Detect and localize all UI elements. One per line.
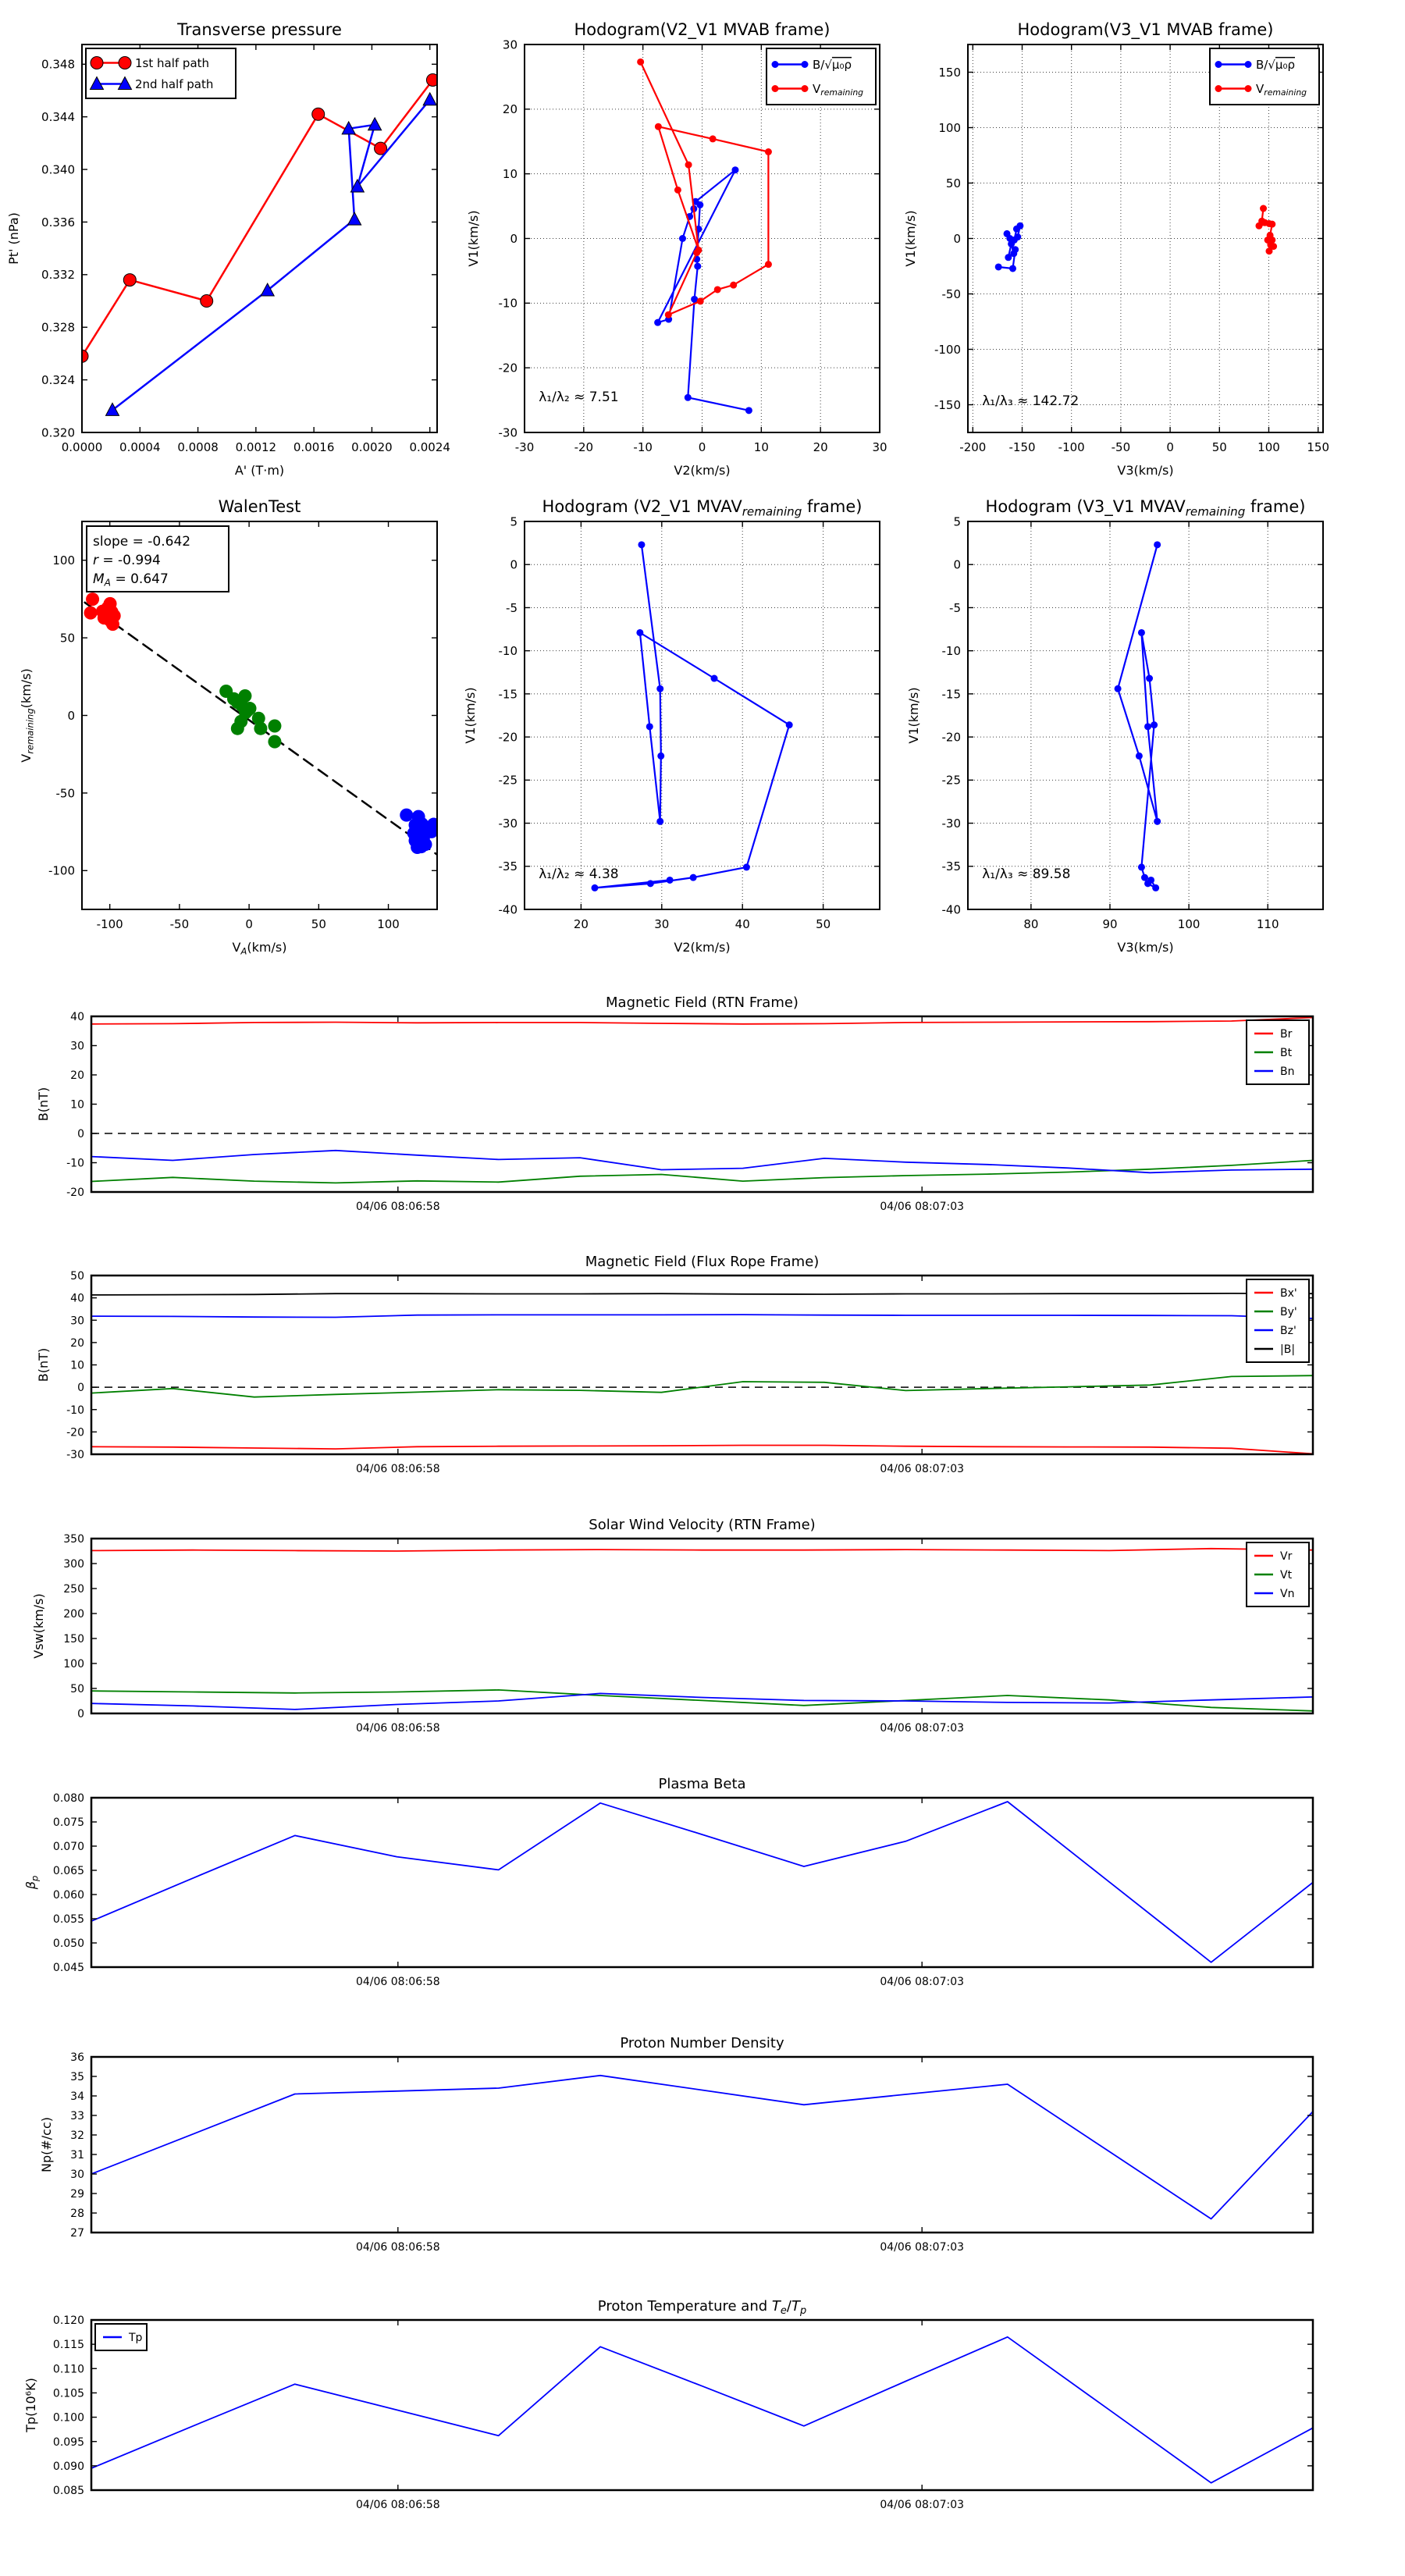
svg-text:0.340: 0.340 (41, 162, 75, 177)
svg-text:-40: -40 (498, 902, 518, 917)
svg-text:20: 20 (573, 917, 589, 931)
svg-text:-50: -50 (169, 917, 190, 931)
series-Bx-prime (91, 1446, 1313, 1454)
svg-text:0.110: 0.110 (52, 2363, 84, 2376)
svg-text:33: 33 (70, 2110, 84, 2123)
svg-text:04/06 08:07:03: 04/06 08:07:03 (880, 1722, 965, 1735)
series-Tp (91, 2337, 1313, 2483)
svg-text:04/06 08:07:03: 04/06 08:07:03 (880, 1976, 965, 1988)
annotation: λ₁/λ₂ ≈ 7.51 (539, 390, 619, 406)
svg-text:-150: -150 (1008, 440, 1036, 454)
panel-plasma-beta (23, 1776, 1313, 1988)
y-axis-label: V1(km/s) (906, 687, 921, 744)
svg-text:200: 200 (63, 1608, 84, 1621)
svg-text:04/06 08:07:03: 04/06 08:07:03 (880, 1463, 965, 1475)
series-Br (91, 1018, 1313, 1024)
svg-text:04/06 08:06:58: 04/06 08:06:58 (355, 1201, 440, 1213)
svg-text:110: 110 (1256, 917, 1279, 931)
x-axis-label: V2(km/s) (674, 463, 731, 478)
svg-text:Vr: Vr (1280, 1550, 1293, 1564)
svg-text:-10: -10 (633, 440, 653, 454)
x-axis-label: V3(km/s) (1117, 940, 1174, 955)
svg-text:Vremaining: $V_{remaining}$ (1256, 81, 1307, 98)
svg-text:250: 250 (63, 1583, 84, 1596)
svg-text:350: 350 (63, 1533, 84, 1546)
svg-text:B/√μ₀ρ: B/√μ₀ρ (813, 57, 852, 72)
series-first-interval-markers (84, 592, 121, 631)
svg-text:0: 0 (245, 917, 253, 931)
svg-text:0.075: 0.075 (52, 1816, 84, 1830)
y-axis-label: V1(km/s) (466, 210, 481, 267)
svg-text:31: 31 (70, 2149, 84, 2162)
svg-text:0.060: 0.060 (52, 1889, 84, 1902)
axis-ticks (91, 1798, 1313, 1967)
y-axis-label: $V_{remaining}(km/s)$ (19, 668, 36, 763)
axis-tick-labels (53, 2314, 964, 2511)
svg-text:20: 20 (70, 1069, 84, 1083)
svg-text:0: 0 (510, 231, 518, 246)
svg-text:-100: -100 (934, 342, 961, 357)
svg-text:04/06 08:06:58: 04/06 08:06:58 (355, 1463, 440, 1475)
svg-text:|B|: |B| (1280, 1343, 1296, 1357)
svg-text:90: 90 (1102, 917, 1118, 931)
svg-text:20: 20 (813, 440, 828, 454)
svg-text:B/√μ₀ρ: B/√μ₀ρ (1256, 57, 1295, 72)
chart-title: Hodogram(V3_V1 MVAB frame) (1017, 20, 1274, 39)
svg-text:-25: -25 (941, 773, 961, 788)
svg-text:0.0020: 0.0020 (351, 440, 393, 454)
panel-transverse-pressure (6, 20, 450, 478)
svg-text:50: 50 (311, 917, 326, 931)
svg-text:30: 30 (872, 440, 887, 454)
svg-text:10: 10 (753, 440, 769, 454)
axes-frame (91, 1798, 1313, 1967)
grid (525, 521, 880, 909)
chart-title: Hodogram (V2_V1 $MVAV_{remaining}$ frame) (542, 497, 863, 519)
svg-text:-10: -10 (941, 644, 961, 659)
svg-text:0.336: 0.336 (41, 215, 75, 229)
axis-tick-labels (53, 1792, 964, 1988)
axis-ticks (968, 521, 1323, 909)
svg-text:-30: -30 (498, 816, 518, 831)
svg-text:Tp: Tp (129, 2332, 143, 2345)
panel-bfield-rtn (36, 994, 1313, 1213)
svg-text:-100: -100 (1058, 440, 1085, 454)
svg-text:1st half path: 1st half path (135, 55, 210, 70)
svg-text:-30: -30 (498, 425, 518, 440)
legend (1210, 48, 1319, 105)
y-axis-label: V1(km/s) (463, 687, 478, 744)
axes-frame (82, 44, 437, 432)
svg-text:100: 100 (938, 120, 961, 135)
series-Bmag (91, 1293, 1313, 1295)
svg-text:40: 40 (70, 1011, 84, 1024)
svg-text:0.332: 0.332 (41, 268, 75, 283)
chart-title: Transverse pressure (177, 20, 342, 39)
axes-frame (91, 1016, 1313, 1192)
svg-text:-100: -100 (48, 863, 75, 878)
axes-frame (525, 521, 880, 909)
panel-walen-test (19, 497, 440, 957)
annotation: λ₁/λ₂ ≈ 4.38 (539, 866, 619, 883)
svg-text:Vn: Vn (1280, 1588, 1295, 1601)
svg-text:-5: -5 (506, 600, 518, 615)
svg-text:40: 40 (70, 1292, 84, 1305)
legend (1247, 1542, 1309, 1606)
svg-text:150: 150 (938, 65, 961, 80)
svg-text:50: 50 (945, 176, 961, 190)
grid (968, 521, 1323, 909)
legend (767, 48, 876, 105)
svg-text:04/06 08:06:58: 04/06 08:06:58 (355, 2241, 440, 2254)
axis-ticks (525, 521, 880, 909)
series-B-alfven-markers (591, 541, 792, 891)
series-B-alfven-markers (654, 166, 752, 414)
svg-text:By': By' (1280, 1306, 1297, 1319)
svg-text:0.344: 0.344 (41, 110, 75, 125)
svg-text:-20: -20 (66, 1426, 84, 1439)
svg-text:Bn: Bn (1280, 1066, 1295, 1079)
panel-bfield-fluxrope (36, 1254, 1313, 1475)
y-axis-label: Pt' (nPa) (6, 212, 21, 265)
axis-ticks (91, 1276, 1313, 1454)
legend (95, 2324, 147, 2350)
svg-text:2nd half path: 2nd half path (135, 76, 214, 91)
series-1st half path-markers (76, 73, 439, 362)
svg-text:MA = 0.647: $M_A = 0.647$ (93, 571, 169, 589)
series-B-alfven (595, 545, 789, 888)
svg-text:-10: -10 (498, 296, 518, 311)
svg-text:0.120: 0.120 (52, 2314, 84, 2328)
svg-text:0.045: 0.045 (52, 1962, 84, 1975)
legend (1247, 1020, 1309, 1084)
svg-text:-150: -150 (934, 397, 961, 412)
svg-text:28: 28 (70, 2208, 84, 2221)
svg-text:32: 32 (70, 2129, 84, 2143)
svg-text:04/06 08:07:03: 04/06 08:07:03 (880, 2499, 965, 2511)
y-axis-label: $\beta_p$ (23, 1875, 41, 1890)
series-last-interval-markers (400, 809, 440, 854)
svg-text:0.0004: 0.0004 (119, 440, 161, 454)
series-V-remaining (641, 62, 769, 315)
svg-text:0: 0 (67, 708, 75, 723)
svg-text:04/06 08:07:03: 04/06 08:07:03 (880, 2241, 965, 2254)
svg-text:-15: -15 (498, 687, 518, 702)
svg-text:0.348: 0.348 (41, 57, 75, 72)
svg-text:-20: -20 (498, 361, 518, 375)
svg-text:100: 100 (377, 917, 400, 931)
chart-title: Plasma Beta (658, 1776, 746, 1792)
svg-text:150: 150 (1307, 440, 1330, 454)
axes-frame (91, 1539, 1313, 1713)
axis-ticks (91, 1016, 1313, 1192)
svg-text:100: 100 (63, 1658, 84, 1671)
svg-text:10: 10 (70, 1359, 84, 1372)
svg-text:-35: -35 (941, 859, 961, 874)
svg-text:150: 150 (63, 1633, 84, 1646)
svg-text:5: 5 (953, 514, 961, 529)
panel-proton-density (39, 2035, 1313, 2254)
svg-text:-50: -50 (941, 286, 961, 301)
svg-text:-10: -10 (498, 644, 518, 659)
svg-text:0: 0 (77, 1708, 84, 1721)
svg-text:35: 35 (70, 2071, 84, 2084)
svg-text:-30: -30 (66, 1449, 84, 1462)
y-axis-label: Vsw(km/s) (31, 1593, 46, 1659)
svg-text:20: 20 (502, 102, 518, 117)
svg-text:0.065: 0.065 (52, 1865, 84, 1878)
legend (86, 48, 236, 98)
svg-text:-20: -20 (66, 1187, 84, 1200)
chart-title: Proton Temperature and $T_e/T_p$ (597, 2298, 807, 2317)
svg-text:slope = -0.642: slope = -0.642 (93, 534, 191, 550)
svg-text:-20: -20 (574, 440, 594, 454)
y-axis-label: Np(#/cc) (39, 2117, 54, 2172)
svg-text:10: 10 (502, 167, 518, 182)
x-axis-label: A' (T·m) (234, 463, 285, 478)
stats-box (87, 526, 229, 592)
series-Np (91, 2076, 1313, 2219)
svg-text:-35: -35 (498, 859, 518, 874)
svg-text:0.100: 0.100 (52, 2411, 84, 2425)
svg-text:300: 300 (63, 1558, 84, 1571)
x-axis-label: V3(km/s) (1117, 463, 1174, 478)
series-1st half path (82, 80, 432, 357)
svg-text:-30: -30 (941, 816, 961, 831)
panel-hodogram-v3v1-mvab (903, 20, 1329, 478)
svg-text:0: 0 (77, 1128, 84, 1141)
svg-text:Bx': Bx' (1280, 1287, 1297, 1300)
svg-text:0.320: 0.320 (41, 425, 75, 440)
chart-title: Hodogram (V3_V1 $MVAV_{remaining}$ frame) (985, 497, 1306, 519)
chart-title: Magnetic Field (RTN Frame) (606, 994, 799, 1011)
panel-hodogram-v2v1-mvab (466, 20, 887, 478)
svg-text:34: 34 (70, 2090, 84, 2104)
svg-text:0.0016: 0.0016 (293, 440, 335, 454)
svg-text:100: 100 (1177, 917, 1200, 931)
axis-ticks (91, 1539, 1313, 1713)
svg-text:10: 10 (70, 1098, 84, 1112)
svg-text:-20: -20 (498, 730, 518, 745)
svg-text:0: 0 (953, 231, 961, 246)
svg-text:0.328: 0.328 (41, 320, 75, 335)
svg-text:100: 100 (52, 553, 75, 568)
chart-title: Hodogram(V2_V1 MVAB frame) (574, 20, 831, 39)
svg-text:0.050: 0.050 (52, 1937, 84, 1951)
svg-text:0.080: 0.080 (52, 1792, 84, 1806)
svg-text:30: 30 (70, 2169, 84, 2182)
svg-text:27: 27 (70, 2227, 84, 2240)
svg-text:50: 50 (70, 1683, 84, 1696)
svg-text:Bt: Bt (1280, 1047, 1293, 1060)
axis-tick-labels (66, 1270, 964, 1475)
svg-text:Vt: Vt (1280, 1569, 1293, 1582)
svg-text:0: 0 (1166, 440, 1174, 454)
svg-text:30: 30 (70, 1040, 84, 1053)
svg-text:-40: -40 (941, 902, 961, 917)
svg-text:0.0024: 0.0024 (409, 440, 450, 454)
chart-title: Proton Number Density (620, 2035, 784, 2051)
axis-tick-labels (41, 55, 450, 454)
svg-text:-100: -100 (96, 917, 123, 931)
svg-text:04/06 08:06:58: 04/06 08:06:58 (355, 1976, 440, 1988)
series-Bz-prime (91, 1315, 1313, 1318)
series-B-alfven (1118, 545, 1158, 888)
axes-frame (91, 1276, 1313, 1454)
svg-text:0.0012: 0.0012 (235, 440, 277, 454)
svg-text:30: 30 (654, 917, 670, 931)
svg-text:5: 5 (510, 514, 518, 529)
svg-text:0.115: 0.115 (52, 2339, 84, 2352)
series-V-remaining-markers (1255, 205, 1277, 255)
svg-text:29: 29 (70, 2188, 84, 2201)
y-axis-label: B(nT) (36, 1087, 51, 1122)
annotation: λ₁/λ₃ ≈ 89.58 (982, 866, 1071, 883)
svg-text:-15: -15 (941, 687, 961, 702)
chart-title: Solar Wind Velocity (RTN Frame) (589, 1517, 816, 1533)
svg-text:r = -0.994: r = -0.994 (93, 553, 161, 568)
axis-ticks (91, 2057, 1313, 2233)
svg-text:50: 50 (1211, 440, 1227, 454)
svg-text:0: 0 (77, 1382, 84, 1395)
svg-text:-30: -30 (514, 440, 535, 454)
svg-text:-25: -25 (498, 773, 518, 788)
x-axis-label: V2(km/s) (674, 940, 731, 955)
svg-text:0.0008: 0.0008 (177, 440, 219, 454)
chart-title: WalenTest (218, 497, 301, 516)
svg-text:04/06 08:06:58: 04/06 08:06:58 (355, 1722, 440, 1735)
axis-ticks (91, 2320, 1313, 2490)
svg-text:0.0000: 0.0000 (61, 440, 103, 454)
svg-text:0.324: 0.324 (41, 373, 75, 388)
svg-text:-20: -20 (941, 730, 961, 745)
svg-text:0: 0 (510, 557, 518, 572)
svg-text:20: 20 (70, 1336, 84, 1350)
svg-text:50: 50 (816, 917, 831, 931)
svg-text:0: 0 (953, 557, 961, 572)
svg-text:0: 0 (698, 440, 706, 454)
axis-ticks (82, 44, 437, 432)
svg-text:30: 30 (502, 37, 518, 52)
svg-text:04/06 08:06:58: 04/06 08:06:58 (355, 2499, 440, 2511)
svg-text:Br: Br (1280, 1028, 1293, 1041)
svg-text:50: 50 (70, 1270, 84, 1283)
svg-text:-200: -200 (959, 440, 987, 454)
series-Vr (91, 1549, 1313, 1551)
svg-text:-50: -50 (1111, 440, 1131, 454)
svg-text:-10: -10 (66, 1157, 84, 1170)
svg-text:30: 30 (70, 1315, 84, 1328)
svg-text:04/06 08:07:03: 04/06 08:07:03 (880, 1201, 965, 1213)
axes-frame (91, 2320, 1313, 2490)
series-Vt (91, 1690, 1313, 1711)
svg-text:36: 36 (70, 2051, 84, 2065)
y-axis-label: Tp(10⁶K) (23, 2378, 38, 2432)
svg-text:0.095: 0.095 (52, 2435, 84, 2449)
axis-tick-labels (70, 2051, 964, 2254)
panel-solar-wind-velocity (31, 1517, 1313, 1735)
annotation: λ₁/λ₃ ≈ 142.72 (982, 393, 1080, 410)
axes-frame (91, 2057, 1313, 2233)
y-axis-label: B(nT) (36, 1347, 51, 1382)
svg-text:0.105: 0.105 (52, 2387, 84, 2400)
series-middle-interval-markers (219, 685, 281, 749)
svg-text:80: 80 (1023, 917, 1039, 931)
svg-text:0.085: 0.085 (52, 2485, 84, 2498)
svg-text:0.070: 0.070 (52, 1841, 84, 1854)
svg-text:40: 40 (735, 917, 750, 931)
svg-text:0.090: 0.090 (52, 2460, 84, 2473)
chart-title: Magnetic Field (Flux Rope Frame) (585, 1254, 820, 1270)
svg-text:-50: -50 (55, 786, 75, 801)
panel-hodogram-v3v1-mvav (906, 497, 1323, 955)
axes-frame (968, 521, 1323, 909)
legend (1247, 1279, 1309, 1362)
svg-text:0.055: 0.055 (52, 1913, 84, 1927)
axis-tick-labels (66, 1011, 964, 1213)
x-axis-label: $V_A(km/s)$ (232, 940, 287, 957)
panel-hodogram-v2v1-mvav (463, 497, 880, 955)
svg-text:50: 50 (59, 631, 75, 646)
svg-text:-5: -5 (949, 600, 961, 615)
svg-text:-10: -10 (66, 1404, 84, 1417)
panel-proton-temperature (23, 2298, 1313, 2511)
y-axis-label: V1(km/s) (903, 210, 918, 267)
svg-text:Vremaining: $V_{remaining}$ (813, 81, 864, 98)
series-By-prime (91, 1375, 1313, 1397)
svg-text:Bz': Bz' (1280, 1325, 1297, 1338)
svg-text:100: 100 (1257, 440, 1280, 454)
series-B-alfven-markers (995, 222, 1024, 272)
series-beta-p (91, 1802, 1313, 1962)
